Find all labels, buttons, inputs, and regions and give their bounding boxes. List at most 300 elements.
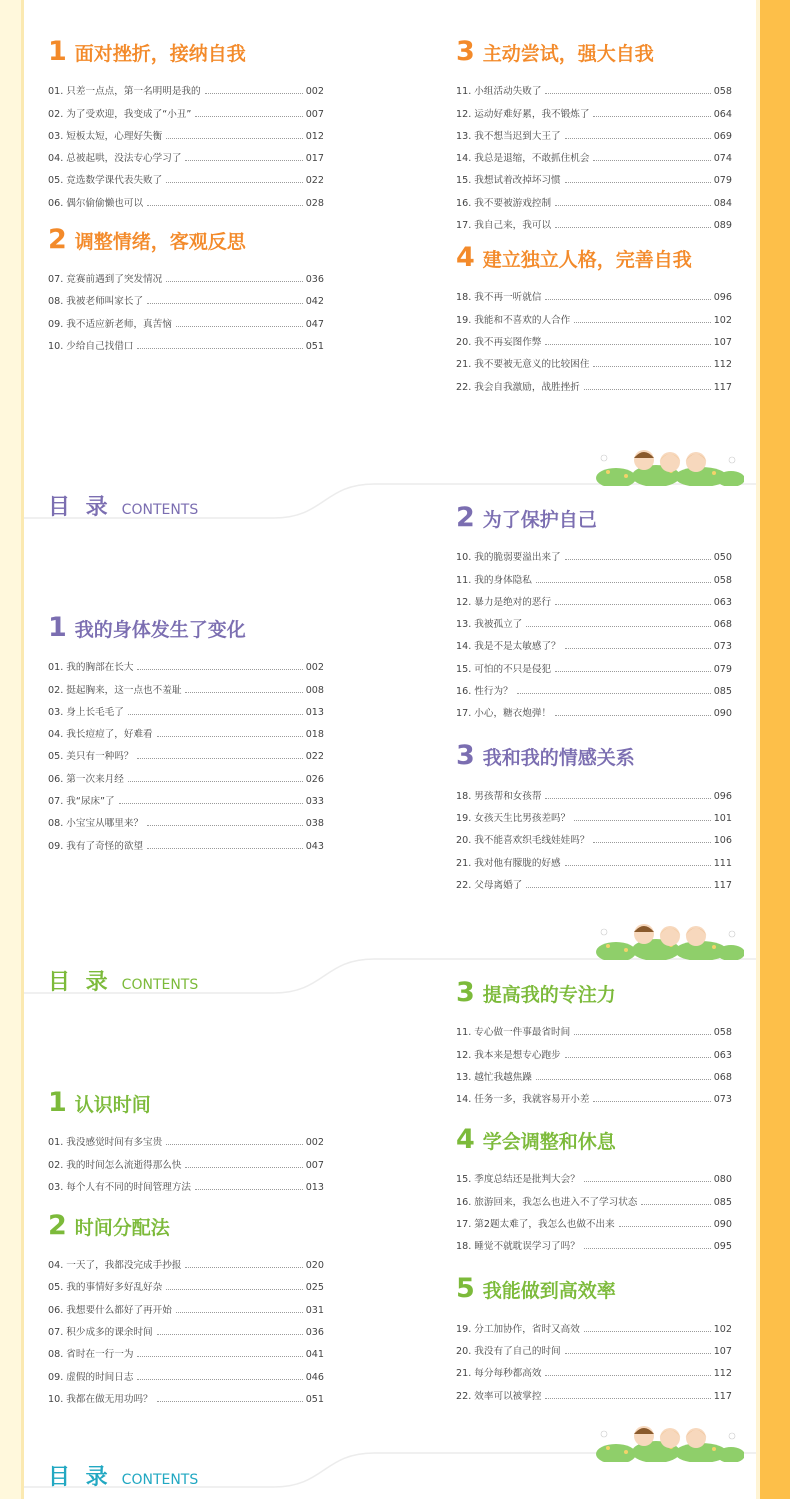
toc-entry-page: 050 bbox=[713, 552, 732, 564]
section-number: 5 bbox=[456, 1273, 475, 1305]
dot-leader bbox=[593, 116, 710, 117]
toc-entry-title: 16. 性行为？ bbox=[456, 686, 513, 698]
section-title bbox=[48, 1211, 324, 1241]
toc-section bbox=[456, 1125, 732, 1252]
dot-leader bbox=[119, 803, 303, 804]
toc-entry-page: 028 bbox=[305, 197, 324, 209]
toc-entry-title: 08. 我被老师叫家长了 bbox=[48, 296, 144, 308]
toc-entry-page: 069 bbox=[713, 130, 732, 142]
toc-entry[interactable] bbox=[48, 1360, 324, 1382]
toc-entry[interactable] bbox=[456, 1083, 732, 1105]
dot-leader bbox=[565, 1353, 711, 1354]
toc-entry[interactable] bbox=[456, 630, 732, 652]
dot-leader bbox=[147, 303, 303, 304]
contents-header-book4 bbox=[48, 1460, 198, 1491]
toc-entry-title: 12. 运动好难好累，我不锻炼了 bbox=[456, 108, 590, 120]
toc-entry[interactable] bbox=[456, 1312, 732, 1334]
book1-right-column bbox=[456, 37, 732, 393]
section-title-text: 建立独立人格，完善自我 bbox=[482, 249, 692, 272]
toc-entry-title: 05. 我的事情好多好乱好杂 bbox=[48, 1282, 163, 1294]
toc-entry-title: 15. 季度总结还是批判大会？ bbox=[456, 1174, 580, 1186]
toc-list bbox=[456, 779, 732, 890]
section-title bbox=[456, 503, 732, 533]
dot-leader bbox=[128, 714, 303, 715]
toc-list bbox=[456, 1312, 732, 1401]
toc-list bbox=[456, 1016, 732, 1105]
toc-entry[interactable] bbox=[48, 1293, 324, 1315]
toc-entry[interactable] bbox=[48, 651, 324, 673]
dot-leader bbox=[565, 648, 711, 649]
toc-entry[interactable] bbox=[456, 802, 732, 824]
toc-entry-title: 07. 积少成多的课余时间 bbox=[48, 1327, 153, 1339]
toc-entry-title: 02. 为了受欢迎，我变成了“小丑” bbox=[48, 108, 192, 120]
toc-entry[interactable] bbox=[456, 326, 732, 348]
toc-entry-title: 13. 我被孤立了 bbox=[456, 619, 523, 631]
dot-leader bbox=[185, 692, 302, 693]
toc-entry[interactable] bbox=[456, 608, 732, 630]
dot-leader bbox=[185, 1167, 302, 1168]
toc-entry-page: 017 bbox=[305, 153, 324, 165]
toc-entry-page: 085 bbox=[713, 1196, 732, 1208]
toc-entry-page: 089 bbox=[713, 220, 732, 232]
toc-entry-page: 012 bbox=[305, 130, 324, 142]
toc-entry[interactable] bbox=[456, 1038, 732, 1060]
toc-entry-page: 020 bbox=[305, 1260, 324, 1272]
dot-leader bbox=[137, 1356, 302, 1357]
toc-entry-title: 17. 我自己来，我可以 bbox=[456, 220, 552, 232]
section-number: 1 bbox=[48, 36, 67, 67]
toc-entry[interactable] bbox=[456, 164, 732, 186]
toc-entry-title: 17. 小心，糖衣炮弹！ bbox=[456, 708, 552, 720]
section-title-text: 我的身体发生了变化 bbox=[74, 619, 246, 641]
toc-entry[interactable] bbox=[456, 652, 732, 674]
toc-entry-page: 117 bbox=[713, 1390, 732, 1402]
toc-entry[interactable] bbox=[456, 120, 732, 142]
toc-section bbox=[456, 243, 732, 392]
toc-entry-title: 07. 竞赛前遇到了突发情况 bbox=[48, 274, 163, 286]
toc-entry-page: 063 bbox=[713, 1049, 732, 1061]
toc-entry-title: 18. 男孩帮和女孩帮 bbox=[456, 790, 542, 802]
dot-leader bbox=[137, 348, 302, 349]
toc-section bbox=[456, 1274, 732, 1401]
dot-leader bbox=[137, 758, 302, 759]
toc-entry-title: 08. 省时在一行一为 bbox=[48, 1349, 134, 1361]
section-title-text: 学会调整和休息 bbox=[482, 1131, 616, 1154]
toc-list bbox=[48, 75, 324, 209]
toc-entry-title: 09. 我有了奇怪的欲望 bbox=[48, 840, 144, 852]
right-side-band bbox=[756, 0, 790, 1499]
section-title bbox=[456, 243, 732, 273]
book2-left-column bbox=[48, 613, 324, 852]
toc-section bbox=[456, 503, 732, 719]
toc-entry-page: 043 bbox=[305, 840, 324, 852]
toc-list bbox=[456, 541, 732, 719]
toc-entry-title: 22. 我会自我激励，战胜挫折 bbox=[456, 381, 580, 393]
toc-entry-page: 111 bbox=[713, 857, 732, 869]
dot-leader bbox=[157, 1334, 303, 1335]
dot-leader bbox=[545, 1398, 710, 1399]
toc-entry[interactable] bbox=[456, 209, 732, 231]
toc-entry-title: 18. 我不再一听就信 bbox=[456, 292, 542, 304]
toc-entry-page: 064 bbox=[713, 108, 732, 120]
dot-leader bbox=[545, 299, 710, 300]
dot-leader bbox=[593, 1101, 710, 1102]
section-title-text: 提高我的专注力 bbox=[482, 984, 616, 1006]
toc-entry-page: 117 bbox=[713, 879, 732, 891]
section-title-text: 我和我的情感关系 bbox=[482, 747, 635, 770]
toc-entry[interactable] bbox=[456, 1357, 732, 1379]
toc-entry-page: 042 bbox=[305, 296, 324, 308]
dot-leader bbox=[565, 865, 711, 866]
contents-title-en: CONTENTS bbox=[121, 977, 199, 993]
toc-entry[interactable] bbox=[48, 807, 324, 829]
toc-entry-page: 008 bbox=[305, 684, 324, 696]
toc-entry-page: 073 bbox=[713, 1094, 732, 1106]
dot-leader bbox=[584, 1181, 711, 1182]
toc-entry-title: 03. 身上长毛毛了 bbox=[48, 706, 124, 718]
toc-entry-page: 033 bbox=[305, 796, 324, 808]
toc-entry[interactable] bbox=[456, 1163, 732, 1185]
toc-entry-title: 22. 父母离婚了 bbox=[456, 879, 523, 891]
dot-leader bbox=[166, 138, 302, 139]
dot-leader bbox=[205, 93, 303, 94]
toc-entry-page: 107 bbox=[713, 336, 732, 348]
toc-entry[interactable] bbox=[48, 1249, 324, 1271]
contents-title-cn: 目 录 bbox=[48, 1465, 112, 1490]
toc-entry[interactable] bbox=[48, 75, 324, 97]
toc-entry[interactable] bbox=[48, 1338, 324, 1360]
toc-entry[interactable] bbox=[48, 740, 324, 762]
toc-entry[interactable] bbox=[48, 785, 324, 807]
toc-list bbox=[48, 1126, 324, 1193]
toc-entry-title: 02. 挺起胸来，这一点也不羞耻 bbox=[48, 684, 182, 696]
toc-entry-page: 079 bbox=[713, 663, 732, 675]
toc-entry-title: 16. 旅游回来，我怎么也进入不了学习状态 bbox=[456, 1196, 638, 1208]
toc-entry-page: 025 bbox=[305, 1282, 324, 1294]
toc-entry-page: 096 bbox=[713, 292, 732, 304]
dot-leader bbox=[185, 160, 302, 161]
dot-leader bbox=[147, 825, 303, 826]
dot-leader bbox=[147, 205, 303, 206]
toc-entry-page: 117 bbox=[713, 381, 732, 393]
section-title-text: 为了保护自己 bbox=[482, 509, 597, 531]
toc-entry-title: 16. 我不要被游戏控制 bbox=[456, 197, 552, 209]
dot-leader bbox=[526, 887, 710, 888]
dot-leader bbox=[166, 1144, 302, 1145]
toc-entry[interactable] bbox=[48, 120, 324, 142]
toc-entry-page: 002 bbox=[305, 662, 324, 674]
contents-title-en: CONTENTS bbox=[121, 1472, 199, 1488]
dot-leader bbox=[584, 1331, 711, 1332]
dot-leader bbox=[195, 1189, 303, 1190]
toc-entry[interactable] bbox=[456, 1335, 732, 1357]
toc-list bbox=[48, 1249, 324, 1405]
toc-entry-page: 068 bbox=[713, 1071, 732, 1083]
dot-leader bbox=[593, 160, 710, 161]
toc-entry-page: 058 bbox=[713, 86, 732, 98]
toc-entry[interactable] bbox=[48, 829, 324, 851]
section-title-text: 我能做到高效率 bbox=[482, 1280, 616, 1303]
dot-leader bbox=[176, 326, 303, 327]
section-title bbox=[48, 1088, 324, 1118]
toc-entry[interactable] bbox=[456, 303, 732, 325]
toc-entry[interactable] bbox=[456, 1379, 732, 1401]
toc-list bbox=[456, 75, 732, 231]
toc-entry[interactable] bbox=[48, 1383, 324, 1405]
toc-entry-title: 18. 睡觉不就耽误学习了吗？ bbox=[456, 1241, 580, 1253]
toc-entry-title: 04. 总被起哄，没法专心学习了 bbox=[48, 153, 182, 165]
toc-entry[interactable] bbox=[456, 1016, 732, 1038]
contents-title-cn: 目 录 bbox=[48, 970, 112, 995]
section-title-text: 认识时间 bbox=[74, 1094, 151, 1116]
toc-entry-page: 026 bbox=[305, 773, 324, 785]
toc-entry-title: 01. 我的胸部在长大 bbox=[48, 662, 134, 674]
toc-entry-title: 19. 分工加协作，省时又高效 bbox=[456, 1323, 580, 1335]
toc-entry-page: 038 bbox=[305, 818, 324, 830]
toc-entry-page: 112 bbox=[713, 359, 732, 371]
dot-leader bbox=[619, 1226, 711, 1227]
toc-entry[interactable] bbox=[456, 1185, 732, 1207]
toc-entry[interactable] bbox=[48, 673, 324, 695]
toc-section bbox=[48, 613, 324, 852]
dot-leader bbox=[526, 626, 710, 627]
toc-entry-title: 01. 我没感觉时间有多宝贵 bbox=[48, 1137, 163, 1149]
dot-leader bbox=[555, 671, 711, 672]
toc-entry[interactable] bbox=[48, 97, 324, 119]
section-number: 1 bbox=[48, 612, 67, 643]
toc-entry[interactable] bbox=[456, 824, 732, 846]
toc-entry-title: 04. 我长痘痘了，好难看 bbox=[48, 729, 153, 741]
toc-entry[interactable] bbox=[456, 779, 732, 801]
section-title bbox=[48, 613, 324, 643]
toc-entry[interactable] bbox=[456, 281, 732, 303]
contents-title-en: CONTENTS bbox=[121, 502, 199, 518]
dot-leader bbox=[555, 604, 711, 605]
toc-entry-title: 15. 我想试着改掉坏习惯 bbox=[456, 175, 561, 187]
toc-entry-page: 095 bbox=[713, 1241, 732, 1253]
dot-leader bbox=[565, 559, 711, 560]
dot-leader bbox=[166, 1289, 302, 1290]
dot-leader bbox=[565, 1057, 711, 1058]
toc-entry-title: 13. 越忙我越焦躁 bbox=[456, 1071, 532, 1083]
toc-entry-page: 101 bbox=[713, 812, 732, 824]
dot-leader bbox=[584, 1248, 711, 1249]
kids-bushes-illustration bbox=[596, 446, 744, 486]
toc-entry-page: 002 bbox=[305, 86, 324, 98]
toc-entry[interactable] bbox=[48, 186, 324, 208]
section-number: 3 bbox=[456, 977, 475, 1008]
section-number: 3 bbox=[456, 36, 475, 67]
toc-entry-title: 10. 我都在做无用功吗？ bbox=[48, 1393, 153, 1405]
left-page-edge bbox=[0, 0, 24, 1499]
contents-header-book2 bbox=[48, 490, 198, 521]
book3-right-column bbox=[456, 978, 732, 1402]
toc-entry-title: 15. 可怕的不只是侵犯 bbox=[456, 663, 552, 675]
toc-section bbox=[456, 37, 732, 231]
dot-leader bbox=[517, 693, 711, 694]
toc-entry-title: 14. 任务一多，我就容易开小差 bbox=[456, 1094, 590, 1106]
toc-entry[interactable] bbox=[456, 846, 732, 868]
toc-entry-title: 11. 专心做一件事最省时间 bbox=[456, 1027, 571, 1039]
section-title bbox=[456, 741, 732, 771]
section-title-text: 时间分配法 bbox=[74, 1216, 170, 1239]
toc-entry-page: 051 bbox=[305, 340, 324, 352]
toc-entry[interactable] bbox=[48, 696, 324, 718]
toc-entry[interactable] bbox=[456, 541, 732, 563]
toc-entry[interactable] bbox=[48, 1171, 324, 1193]
section-title bbox=[456, 1125, 732, 1155]
dot-leader bbox=[593, 366, 710, 367]
toc-entry-title: 14. 我是不是太敏感了？ bbox=[456, 641, 561, 653]
toc-section bbox=[48, 37, 324, 209]
dot-leader bbox=[166, 182, 302, 183]
toc-entry-title: 09. 我不适应新老师，真苦恼 bbox=[48, 318, 172, 330]
toc-entry[interactable] bbox=[456, 697, 732, 719]
dot-leader bbox=[565, 138, 711, 139]
dot-leader bbox=[137, 669, 302, 670]
toc-entry-page: 002 bbox=[305, 1137, 324, 1149]
toc-entry[interactable] bbox=[48, 142, 324, 164]
toc-entry-page: 022 bbox=[305, 751, 324, 763]
toc-entry-title: 06. 第一次来月经 bbox=[48, 773, 124, 785]
toc-entry-page: 007 bbox=[305, 1159, 324, 1171]
toc-entry-page: 031 bbox=[305, 1304, 324, 1316]
toc-entry-page: 047 bbox=[305, 318, 324, 330]
toc-entry[interactable] bbox=[48, 1148, 324, 1170]
toc-entry[interactable] bbox=[456, 586, 732, 608]
toc-entry[interactable] bbox=[456, 675, 732, 697]
dot-leader bbox=[584, 389, 711, 390]
toc-entry-page: 079 bbox=[713, 175, 732, 187]
toc-entry-title: 21. 我不要被无意义的比较困住 bbox=[456, 359, 590, 371]
toc-entry-page: 107 bbox=[713, 1345, 732, 1357]
dot-leader bbox=[137, 1379, 302, 1380]
book3-left-column bbox=[48, 1088, 324, 1405]
toc-entry[interactable] bbox=[456, 75, 732, 97]
toc-entry[interactable] bbox=[456, 869, 732, 891]
dot-leader bbox=[593, 842, 710, 843]
section-number: 4 bbox=[456, 1124, 475, 1156]
toc-entry[interactable] bbox=[456, 563, 732, 585]
toc-entry-title: 19. 我能和不喜欢的人合作 bbox=[456, 314, 571, 326]
toc-entry-page: 096 bbox=[713, 790, 732, 802]
contents-header-book3 bbox=[48, 965, 198, 996]
toc-entry-title: 12. 暴力是绝对的恶行 bbox=[456, 596, 552, 608]
dot-leader bbox=[545, 798, 710, 799]
toc-entry-page: 106 bbox=[713, 835, 732, 847]
section-title bbox=[456, 37, 732, 67]
dot-leader bbox=[185, 1267, 302, 1268]
toc-entry-page: 022 bbox=[305, 175, 324, 187]
toc-entry-page: 102 bbox=[713, 314, 732, 326]
toc-entry-title: 06. 偶尔偷偷懒也可以 bbox=[48, 197, 144, 209]
dot-leader bbox=[545, 1375, 710, 1376]
section-title bbox=[48, 225, 324, 255]
toc-section bbox=[456, 741, 732, 890]
dot-leader bbox=[157, 1401, 303, 1402]
dot-leader bbox=[176, 1312, 303, 1313]
toc-entry[interactable] bbox=[48, 718, 324, 740]
toc-entry-title: 06. 我想要什么都好了再开始 bbox=[48, 1304, 172, 1316]
toc-entry-page: 063 bbox=[713, 596, 732, 608]
toc-entry-title: 11. 小组活动失败了 bbox=[456, 86, 542, 98]
toc-entry[interactable] bbox=[456, 142, 732, 164]
toc-entry-page: 080 bbox=[713, 1174, 732, 1186]
toc-entry-page: 068 bbox=[713, 619, 732, 631]
section-number: 4 bbox=[456, 242, 475, 274]
toc-entry[interactable] bbox=[48, 307, 324, 329]
toc-entry-page: 051 bbox=[305, 1393, 324, 1405]
section-title bbox=[456, 978, 732, 1008]
book2-right-column bbox=[456, 503, 732, 891]
section-title-text: 调整情绪，客观反思 bbox=[74, 230, 246, 253]
toc-entry-title: 21. 我对他有朦胧的好感 bbox=[456, 857, 561, 869]
toc-entry[interactable] bbox=[48, 1126, 324, 1148]
kids-bushes-illustration bbox=[596, 920, 744, 960]
toc-entry[interactable] bbox=[48, 263, 324, 285]
toc-entry-title: 12. 我本来是想专心跑步 bbox=[456, 1049, 561, 1061]
dot-leader bbox=[565, 182, 711, 183]
toc-entry-title: 08. 小宝宝从哪里来？ bbox=[48, 818, 144, 830]
toc-entry[interactable] bbox=[456, 1230, 732, 1252]
toc-section bbox=[456, 978, 732, 1105]
toc-entry-title: 07. 我“尿床”了 bbox=[48, 796, 115, 808]
toc-entry-title: 04. 一天了，我都没完成手抄报 bbox=[48, 1260, 182, 1272]
toc-entry[interactable] bbox=[456, 1208, 732, 1230]
section-number: 2 bbox=[48, 223, 67, 255]
toc-entry-page: 085 bbox=[713, 686, 732, 698]
toc-entry-page: 036 bbox=[305, 1327, 324, 1339]
toc-entry-title: 20. 我不能喜欢织毛线娃娃吗？ bbox=[456, 835, 590, 847]
toc-entry-page: 018 bbox=[305, 729, 324, 741]
toc-entry[interactable] bbox=[48, 1316, 324, 1338]
dot-leader bbox=[574, 1034, 710, 1035]
dot-leader bbox=[536, 582, 711, 583]
toc-entry-title: 02. 我的时间怎么流逝得那么快 bbox=[48, 1159, 182, 1171]
section-title-text: 主动尝试，强大自我 bbox=[482, 43, 654, 65]
dot-leader bbox=[147, 848, 303, 849]
dot-leader bbox=[128, 781, 303, 782]
toc-list bbox=[48, 651, 324, 852]
toc-entry[interactable] bbox=[456, 370, 732, 392]
toc-entry-page: 046 bbox=[305, 1371, 324, 1383]
toc-entry-page: 058 bbox=[713, 1027, 732, 1039]
dot-leader bbox=[195, 116, 302, 117]
toc-entry[interactable] bbox=[456, 1061, 732, 1083]
toc-entry[interactable] bbox=[48, 762, 324, 784]
toc-entry[interactable] bbox=[456, 97, 732, 119]
toc-entry[interactable] bbox=[48, 1271, 324, 1293]
toc-entry[interactable] bbox=[48, 330, 324, 352]
toc-entry-title: 22. 效率可以被掌控 bbox=[456, 1390, 542, 1402]
toc-entry[interactable] bbox=[456, 348, 732, 370]
dot-leader bbox=[545, 344, 710, 345]
dot-leader bbox=[555, 205, 711, 206]
toc-entry-title: 03. 每个人有不同的时间管理方法 bbox=[48, 1181, 192, 1193]
toc-entry[interactable] bbox=[456, 186, 732, 208]
toc-list bbox=[456, 281, 732, 392]
toc-entry[interactable] bbox=[48, 285, 324, 307]
toc-entry[interactable] bbox=[48, 164, 324, 186]
book1-left-column bbox=[48, 37, 324, 352]
toc-entry-title: 05. 美只有一种吗？ bbox=[48, 751, 134, 763]
toc-entry-title: 14. 我总是退缩，不敢抓住机会 bbox=[456, 153, 590, 165]
toc-entry-page: 013 bbox=[305, 1181, 324, 1193]
toc-entry-title: 20. 我没有了自己的时间 bbox=[456, 1345, 561, 1357]
contents-title-cn: 目 录 bbox=[48, 495, 112, 520]
section-title bbox=[48, 37, 324, 67]
toc-section bbox=[48, 225, 324, 352]
